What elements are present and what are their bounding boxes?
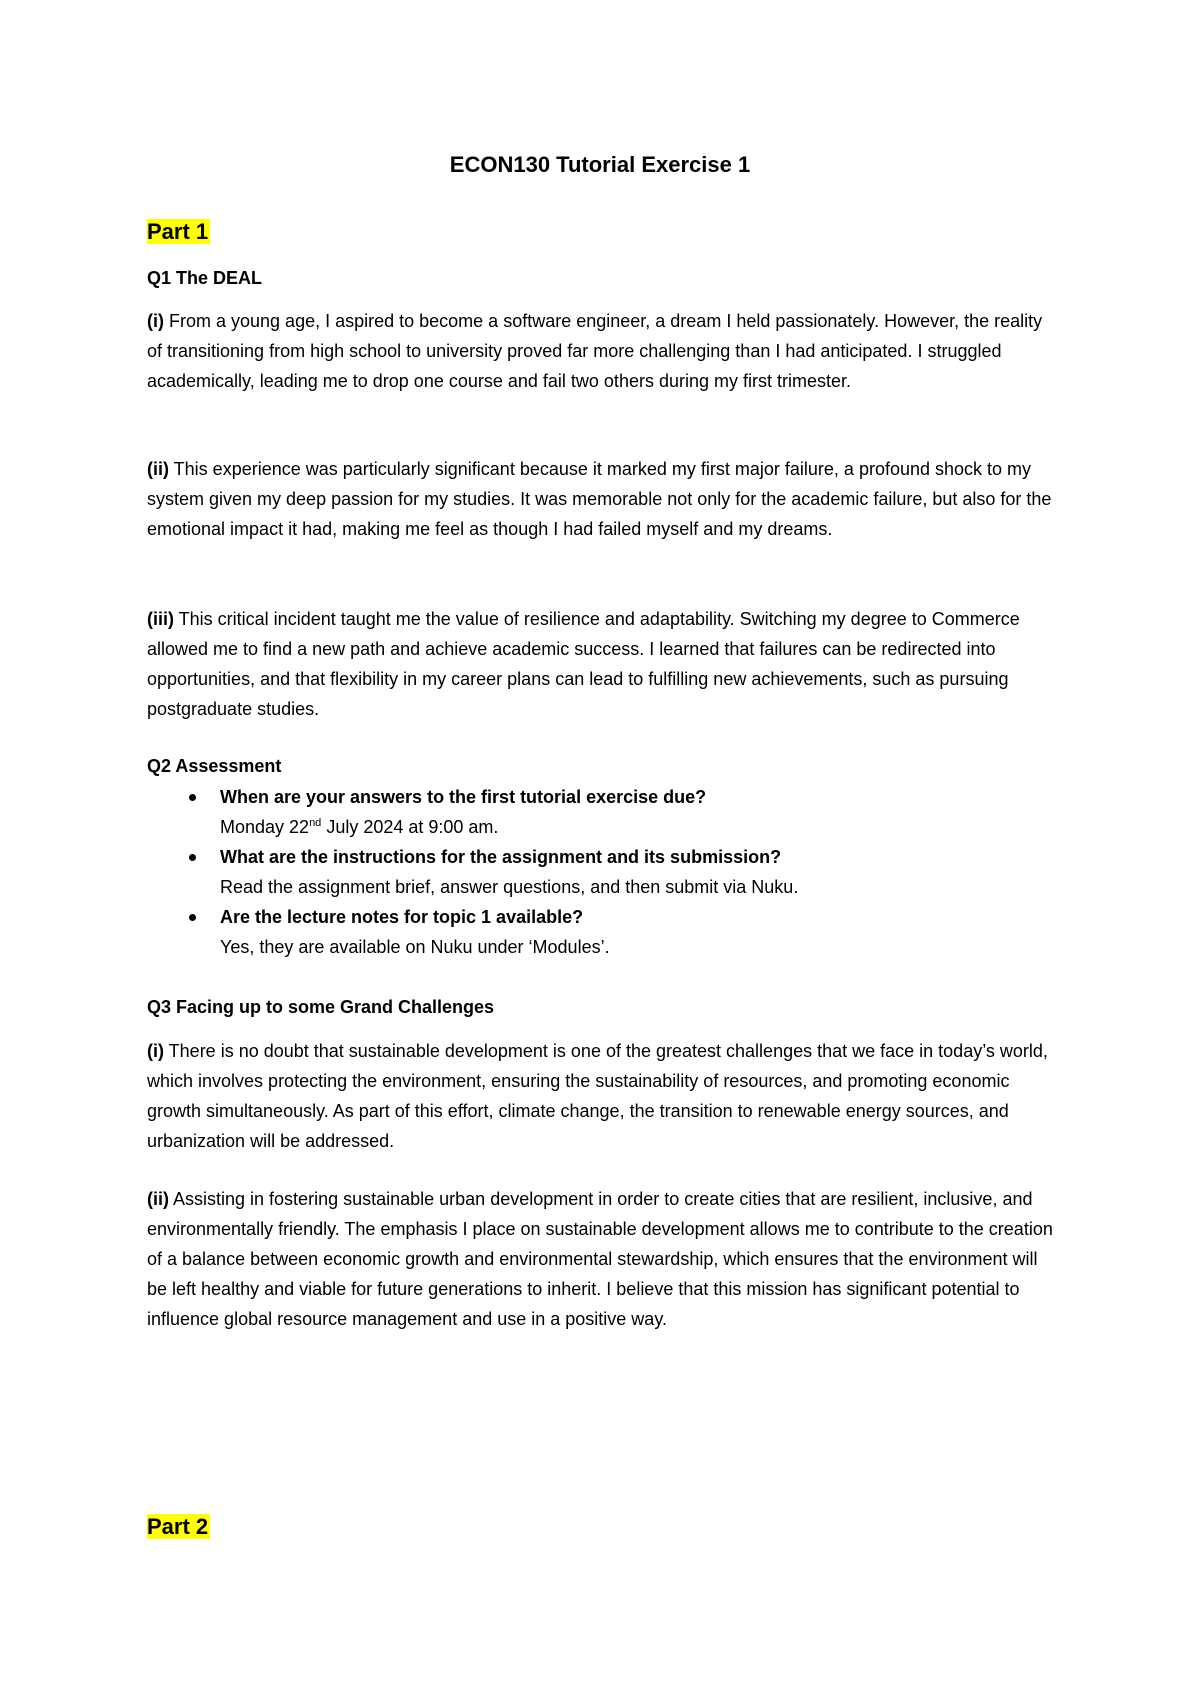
bullet-icon [189, 854, 196, 861]
q3-part-i-text: There is no doubt that sustainable development is one of the greatest challenges that we face in today’s world, which involves protecting the environment, ensuring the sustainability of resources, and promoting economic growth simultaneously. As part of this effort, climate change, the transition to renewable energy sources, and urbanization will be addressed. [147, 1041, 1048, 1151]
q3-part-i-label: (i) [147, 1041, 164, 1061]
q1-part-i-text: From a young age, I aspired to become a software engineer, a dream I held passionately. However, the reality of transitioning from high school to university proved far more challenging than I had anticipated. I struggled academically, leading me to drop one course and fail two others during my first trimester. [147, 311, 1043, 391]
q3-part-i-paragraph [147, 1036, 1062, 1156]
q2-item-answer: Yes, they are available on Nuku under ‘Modules’. [220, 937, 610, 957]
q1-part-ii-label: (ii) [147, 459, 169, 479]
q2-list-item [147, 842, 1047, 902]
part-2-label: Part 2 [147, 1514, 209, 1539]
part-1-heading [147, 217, 210, 247]
q1-part-iii-paragraph [147, 604, 1062, 724]
q1-part-iii-text: This critical incident taught me the value of resilience and adaptability. Switching my degree to Commerce allowed me to find a new path and achieve academic success. I learned that failures can be redirected into opportunities, and that flexibility in my career plans can lead to fulfilling new achievements, such as pursuing postgraduate studies. [147, 609, 1020, 719]
q2-answer-date-rest: July 2024 at 9:00 am. [321, 817, 499, 837]
q3-part-ii-label: (ii) [147, 1189, 169, 1209]
q2-item-question: What are the instructions for the assignment and its submission? [220, 847, 782, 867]
bullet-icon [189, 914, 196, 921]
q1-part-iii-label: (iii) [147, 609, 174, 629]
part-2-heading [147, 1512, 210, 1542]
q2-item-answer [220, 812, 1047, 842]
q2-item-answer: Read the assignment brief, answer questions, and then submit via Nuku. [220, 877, 799, 897]
q2-answer-date: Monday 22 [220, 817, 310, 837]
q2-answer-ordinal: nd [309, 817, 322, 829]
q3-part-ii-paragraph [147, 1184, 1062, 1334]
q3-part-ii-text: Assisting in fostering sustainable urban development in order to create cities that are resilient, inclusive, and environmentally friendly. The emphasis I place on sustainable development allows me to contribute to the creation of a balance between economic growth and environmental stewardship, which ensures that the environment will be left healthy and viable for future generations to inherit. I believe that this mission has significant potential to influence global resource management and use in a positive way. [147, 1189, 1053, 1329]
q1-part-i-label: (i) [147, 311, 164, 331]
q2-list-item [147, 782, 1047, 842]
q1-part-ii-text: This experience was particularly significant because it marked my first major failure, a profound shock to my system given my deep passion for my studies. It was memorable not only for the academic failure, but also for the emotional impact it had, making me feel as though I had failed myself and my dreams. [147, 459, 1052, 539]
q1-heading: Q1 The DEAL [147, 268, 263, 288]
q1-part-ii-paragraph [147, 454, 1062, 544]
part-1-label: Part 1 [147, 219, 209, 244]
bullet-icon [189, 794, 196, 801]
q2-item-question: Are the lecture notes for topic 1 available? [220, 907, 584, 927]
q2-list-item [147, 902, 1047, 962]
q2-heading: Q2 Assessment [147, 756, 282, 776]
q3-heading: Q3 Facing up to some Grand Challenges [147, 997, 495, 1017]
document-title: ECON130 Tutorial Exercise 1 [449, 152, 751, 177]
q2-question-list [147, 782, 1047, 962]
q1-part-i-paragraph [147, 306, 1062, 396]
q2-item-question: When are your answers to the first tutorial exercise due? [220, 787, 707, 807]
